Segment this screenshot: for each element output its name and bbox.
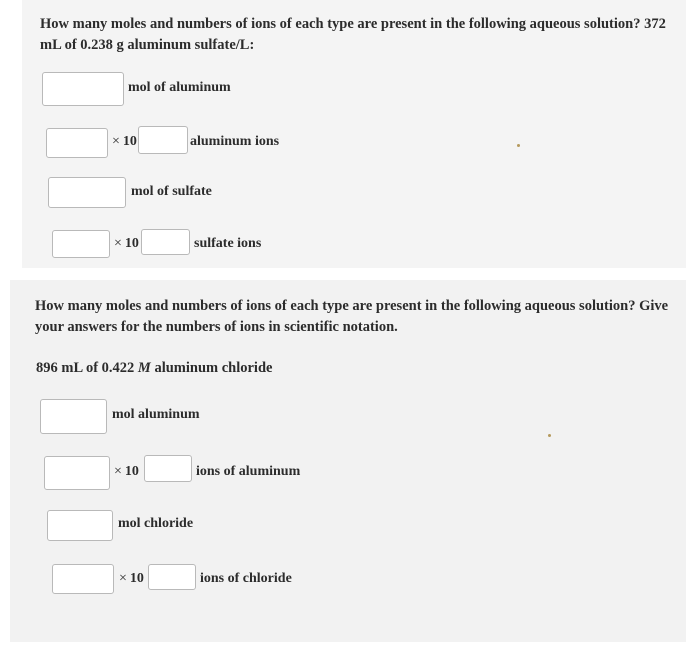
chloride-ions-exponent-input-2[interactable] bbox=[148, 564, 196, 590]
solution-prefix: 896 mL of 0.422 bbox=[36, 360, 135, 376]
ten-base: 10 bbox=[122, 134, 137, 149]
sulfate-ions-mantissa-input-1[interactable] bbox=[52, 230, 110, 258]
ions-aluminum-label-2: ions of aluminum bbox=[196, 464, 301, 479]
mol-aluminum-input-2[interactable] bbox=[40, 399, 107, 434]
chloride-ions-mantissa-input-2[interactable] bbox=[52, 564, 114, 594]
times-symbol: × bbox=[114, 236, 122, 251]
mol-chloride-label-2: mol chloride bbox=[118, 516, 194, 531]
ions-chloride-label-2: ions of chloride bbox=[200, 571, 292, 586]
aluminum-ions-label-1: aluminum ions bbox=[190, 134, 280, 149]
mol-sulfate-label-1: mol of sulfate bbox=[131, 184, 212, 199]
solution-suffix: aluminum chloride bbox=[154, 360, 273, 376]
mol-chloride-input-2[interactable] bbox=[47, 510, 113, 541]
question-1-text: How many moles and numbers of ions of each type are present in the following aqueous solution? 372 mL of 0.238 g aluminum sulfate/L: bbox=[40, 16, 666, 53]
sulfate-ions-exponent-input-1[interactable] bbox=[141, 229, 190, 255]
mol-aluminum-input-1[interactable] bbox=[42, 72, 124, 106]
times-symbol: × bbox=[119, 571, 127, 586]
aluminum-ions-mantissa-input-1[interactable] bbox=[46, 128, 108, 158]
question-2-text: How many moles and numbers of ions of each type are present in the following aqueous solution? Give your answers for the numbers of ions in scientific notation. bbox=[35, 298, 669, 335]
aluminum-ions-mantissa-input-2[interactable] bbox=[44, 456, 110, 490]
aluminum-ions-exponent-input-1[interactable] bbox=[138, 126, 188, 154]
stray-mark bbox=[517, 144, 520, 147]
ten-base: 10 bbox=[124, 464, 139, 479]
times-ten-label-1b bbox=[114, 236, 139, 252]
times-ten-label-2a bbox=[114, 464, 139, 480]
aluminum-ions-exponent-input-2[interactable] bbox=[144, 455, 192, 482]
stray-mark bbox=[548, 434, 551, 437]
sulfate-ions-label-1: sulfate ions bbox=[194, 236, 262, 251]
mol-sulfate-input-1[interactable] bbox=[48, 177, 126, 208]
solution-description bbox=[36, 360, 272, 377]
mol-aluminum-label-2: mol aluminum bbox=[112, 407, 200, 422]
mol-aluminum-label-1: mol of aluminum bbox=[128, 80, 231, 95]
molarity-unit: M bbox=[137, 360, 151, 376]
ten-base: 10 bbox=[124, 236, 139, 251]
times-ten-label-1a bbox=[112, 134, 137, 150]
times-symbol: × bbox=[112, 134, 120, 149]
times-ten-label-2b bbox=[119, 571, 144, 587]
times-symbol: × bbox=[114, 464, 122, 479]
ten-base: 10 bbox=[129, 571, 144, 586]
